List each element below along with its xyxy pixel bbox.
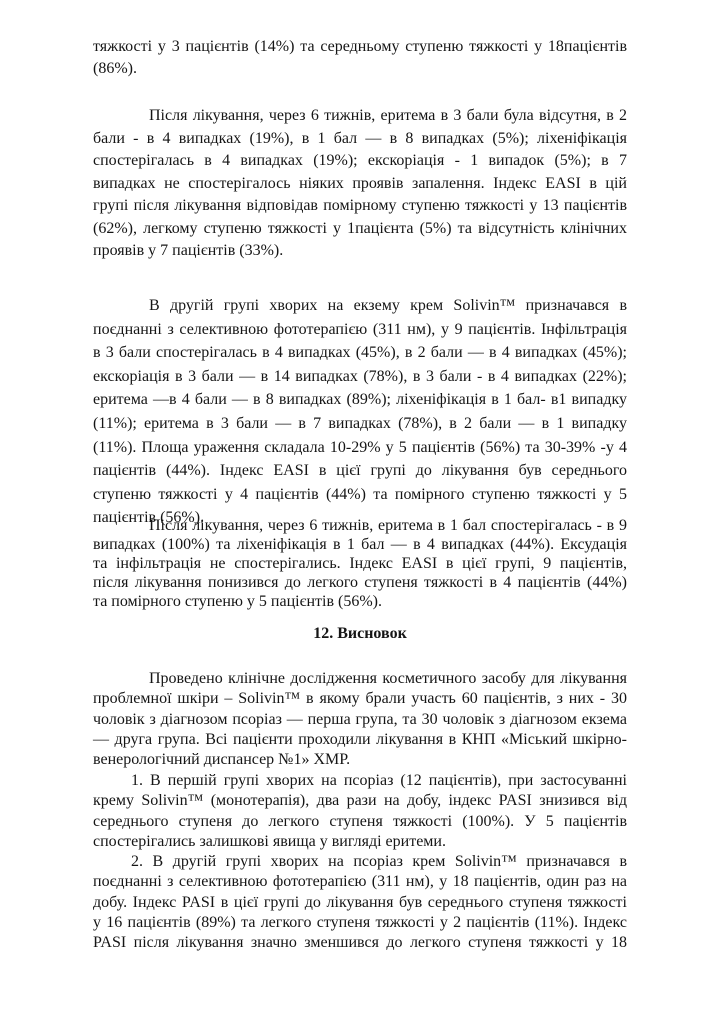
text-line: середнього ступеня до легкого ступеня тяжкості (100%). У 5 пацієнтів: [93, 812, 627, 830]
paragraph-p3: [93, 294, 627, 530]
text-line: (86%).: [93, 60, 137, 77]
text-line: — друга група. Всі пацієнти проходили лікування в КНП «Міський шкірно-: [93, 730, 627, 748]
text-line: PASI після лікування значно зменшився до легкого ступеня тяжкості у 18: [93, 934, 627, 952]
text-line: (62%), легкому ступеню тяжкості у 1пацієнта (5%) та відсутність клінічних: [93, 219, 627, 237]
text-line: проблемної шкіри – Solivin™ в якому брали участь 60 пацієнтів, з них - 30: [93, 690, 627, 708]
text-line: поєднанні з селективною фототерапією (311 нм), у 9 пацієнтів. Інфільтрація: [93, 320, 627, 338]
text-line: Після лікування, через 6 тижнів, еритема в 3 бали була відсутня, в 2: [149, 107, 627, 124]
text-line: групі після лікування відповідав помірному ступеню тяжкості у 13 пацієнтів: [93, 197, 627, 214]
text-line: та інфільтрація не спостерігались. Індекс EASI в цієї групі, 9 пацієнтів,: [93, 555, 627, 572]
text-line: 1. В першій групі хворих на псоріаз (12 пацієнтів), при застосуванні: [131, 772, 627, 789]
text-line: ступеню тяжкості у 4 пацієнтів (44%) та помірного ступеню тяжкості у 5: [93, 485, 627, 503]
text-line: та помірного ступеню у 5 пацієнтів (56%).: [93, 593, 382, 610]
text-line: (11%). Площа ураження складала 10-29% у 5 пацієнтів (56%) та 30-39% -у 4: [93, 438, 627, 456]
paragraph-p2: [93, 105, 627, 263]
text-line: Після лікування, через 6 тижнів, еритема в 1 бал спостерігалась - в 9: [149, 517, 627, 534]
text-line: бали - в 4 випадках (19%), в 1 бал — в 8 випадках (5%); ліхеніфікація: [93, 129, 627, 147]
paragraph-p7: [93, 852, 627, 953]
text-line: крему Solivin™ (монотерапія), два рази на добу, індекс PASI знизився від: [93, 792, 627, 810]
text-line: екскоріація в 3 бали — в 14 випадках (78%), в 3 бали - в 4 випадках (22%);: [93, 367, 627, 385]
section-heading: 12. Висновок: [313, 625, 407, 642]
paragraph-p4: [93, 516, 627, 611]
paragraph-p1: [93, 36, 627, 80]
text-line: добу. Індекс PASI в цієї групі до лікування був середнього ступеня тяжкості: [93, 893, 627, 911]
text-line: чоловік з діагнозом псоріаз — перша група, та 30 чоловік з діагнозом екзема: [93, 710, 627, 728]
text-line: проявів у 7 пацієнтів (33%).: [93, 242, 284, 259]
text-line: спостерігалась в 4 випадках (19%); екскоріація - 1 випадок (5%); в 7: [93, 152, 627, 169]
text-line: 2. В другій групі хворих на псоріаз крем Solivin™ призначався в: [131, 853, 627, 870]
text-line: поєднанні з селективною фототерапією (311 нм), у 18 пацієнтів, один раз на: [93, 873, 627, 891]
text-line: пацієнтів (44%). Індекс EASI в цієї групі до лікування був середнього: [93, 462, 627, 480]
paragraph-p6: [93, 771, 627, 852]
text-line: Проведено клінічне дослідження косметичного засобу для лікування: [149, 670, 627, 687]
text-line: спостерігались залишкові явища у вигляді еритеми.: [93, 832, 446, 850]
text-line: у 16 пацієнтів (89%) та легкого ступеня тяжкості у 2 пацієнтів (11%). Індекс: [93, 913, 627, 931]
text-line: тяжкості у 3 пацієнтів (14%) та середньому ступеню тяжкості у 18пацієнтів: [93, 38, 627, 55]
text-line: пацієнтів (56%).: [93, 509, 205, 527]
text-line: випадках (100%) та ліхеніфікація в 1 бал — в 4 випадках (44%). Ексудація: [93, 536, 627, 553]
text-line: випадках не спостерігалось ніяких проявів запалення. Індекс EASI в цій: [93, 174, 627, 192]
text-line: еритема —в 4 бали — в 8 випадках (89%); ліхеніфікація в 1 бал- в1 випадку: [93, 391, 627, 409]
text-line: (11%); еритема в 3 бали — в 7 випадках (78%), в 2 бали — в 1 випадку: [93, 414, 627, 432]
text-line: В другій групі хворих на екзему крем Solivin™ призначався в: [149, 297, 627, 314]
text-line: в 3 бали спостерігалась в 4 випадках (45%), в 2 бали — в 4 випадках (45%);: [93, 344, 627, 362]
text-line: венерологічний диспансер №1» ХМР.: [93, 751, 351, 769]
text-line: після лікування понизився до легкого ступеня тяжкості в 4 пацієнтів (44%): [93, 574, 627, 591]
paragraph-p5: [93, 669, 627, 770]
